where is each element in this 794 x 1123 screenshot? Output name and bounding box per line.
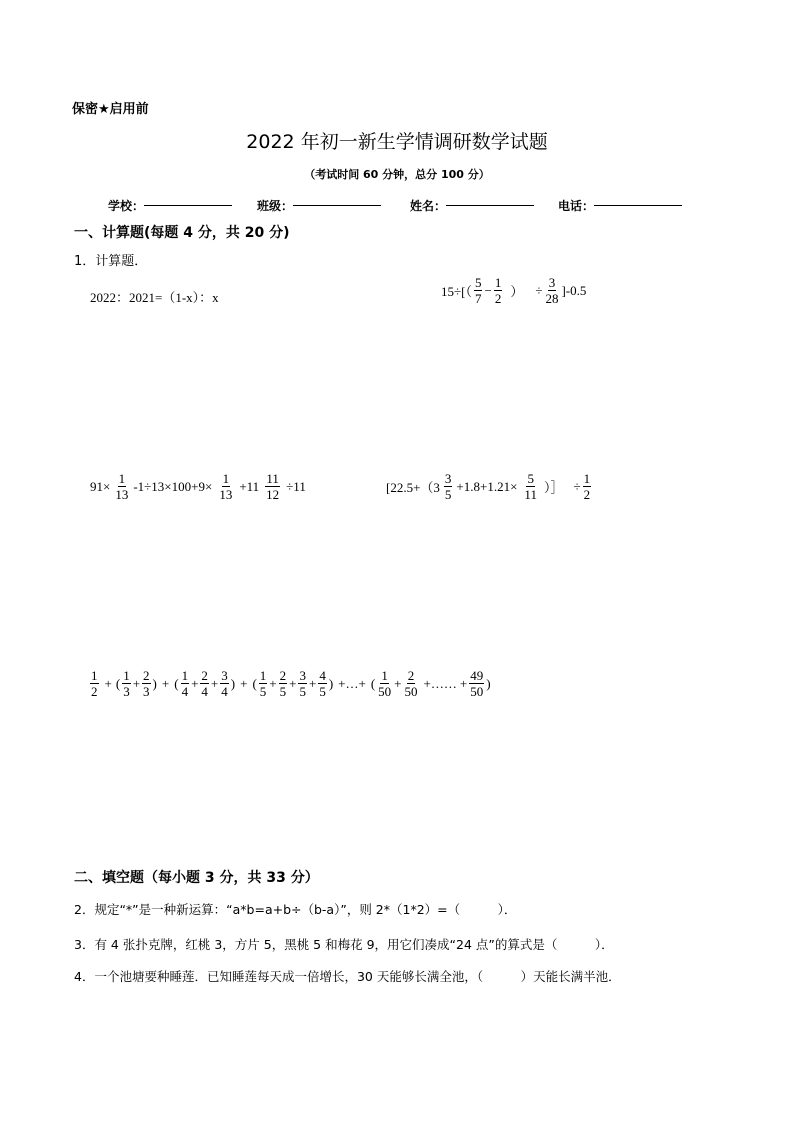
fraction: $\frac{4}{5}$ — [319, 668, 326, 699]
expression-4 — [386, 472, 593, 501]
fraction: $\frac{2}{50}$ — [404, 668, 418, 699]
paren: ) — [152, 675, 157, 691]
expression-5 — [88, 669, 491, 698]
plus-sign: + — [308, 675, 317, 691]
fraction: $\frac{1}{2}$ — [91, 668, 98, 699]
phone-blank[interactable] — [594, 205, 682, 206]
fraction: $\frac{2}{3}$ — [143, 668, 150, 699]
plus-sign: + — [132, 675, 141, 691]
paren: ) — [328, 675, 334, 691]
question-4: 4．一个池塘要种睡莲．已知睡莲每天成一倍增长，30 天能够长满全池，（ ）天能长满半池． — [74, 969, 621, 984]
paren: ( — [370, 675, 376, 691]
fraction: $\frac{5}{11}$ — [524, 471, 537, 502]
expr-text: -1÷13×100+9× — [133, 478, 213, 494]
question-2: 2．规定“*”是一种新运算：“a*b=a+b÷（b-a）”，则 2*（1*2）=（ ）． — [74, 902, 517, 917]
fraction: $\frac{11}{12}$ — [266, 471, 280, 502]
school-blank[interactable] — [144, 205, 232, 206]
fraction: $\frac{1}{5}$ — [259, 668, 267, 699]
expr-text: ÷ — [573, 478, 581, 494]
fraction: $\frac{3}{28}$ — [545, 275, 559, 306]
name-label: 姓名： — [410, 199, 447, 213]
school-label: 学校： — [108, 199, 145, 213]
plus-sign: + — [104, 675, 112, 691]
fraction: $\frac{3}{5}$ — [444, 471, 452, 502]
paren: ( — [252, 675, 257, 691]
expr-text: ÷ — [535, 282, 543, 298]
question-3: 3．有 4 张扑克牌，红桃 3，方片 5，黑桃 5 和梅花 9，用它们凑成“24 点”的算式是（ ）． — [74, 937, 614, 952]
confidential-label: 保密★启用前 — [72, 102, 149, 117]
paren: ( — [115, 675, 121, 691]
name-field — [410, 197, 534, 214]
section2-heading: 二、填空题（每小题 3 分，共 33 分） — [74, 870, 319, 886]
expr-text: − — [484, 282, 492, 298]
question-1-label: 1．计算题． — [74, 254, 148, 269]
paren: ) — [230, 675, 236, 691]
plus-sign: + — [289, 675, 297, 691]
fraction: $\frac{1}{3}$ — [123, 668, 130, 699]
section1-heading: 一、计算题(每题 4 分，共 20 分) — [74, 225, 290, 241]
expr-text: ÷11 — [286, 478, 306, 494]
fraction: $\frac{2}{4}$ — [201, 668, 208, 699]
fraction: $\frac{3}{4}$ — [221, 668, 228, 699]
plus-sign: + — [191, 675, 199, 691]
class-label: 班级： — [257, 199, 294, 213]
plus-sign: + — [459, 675, 468, 691]
ellipsis: +…+ — [338, 675, 366, 691]
expr-text: ）］ — [543, 480, 564, 495]
expression-1: 2022：2021=（1-x）：x — [90, 290, 219, 305]
expr-text: +11 — [239, 478, 260, 494]
page-title: 2022 年初一新生学情调研数学试题 — [246, 131, 548, 153]
fraction: $\frac{1}{4}$ — [181, 668, 189, 699]
name-blank[interactable] — [446, 205, 534, 206]
class-field — [257, 197, 381, 214]
plus-sign: + — [210, 675, 219, 691]
phone-field — [558, 197, 682, 214]
expression-2 — [441, 276, 586, 305]
plus-sign: + — [161, 675, 170, 691]
expr-text: 15÷[（ — [441, 284, 472, 299]
plus-sign: + — [394, 675, 402, 691]
fraction: $\frac{1}{2}$ — [583, 471, 591, 502]
plus-sign: + — [240, 675, 248, 691]
phone-label: 电话： — [558, 199, 595, 213]
expression-3 — [90, 472, 306, 501]
fraction: $\frac{5}{7}$ — [474, 275, 482, 306]
school-field — [108, 197, 232, 214]
plus-sign: + — [269, 675, 277, 691]
ellipsis: +…… — [423, 675, 457, 691]
expr-text: +1.8+1.21× — [456, 478, 518, 494]
fraction: $\frac{1}{13}$ — [219, 471, 233, 502]
paren: ( — [174, 675, 179, 691]
fraction: $\frac{2}{5}$ — [279, 668, 287, 699]
fraction: $\frac{3}{5}$ — [299, 668, 306, 699]
page-subtitle: （考试时间 60 分钟，总分 100 分） — [304, 168, 490, 181]
class-blank[interactable] — [293, 205, 381, 206]
expr-text: ]-0.5 — [561, 282, 587, 298]
expr-text: [22.5+（3 — [386, 480, 440, 495]
fraction: $\frac{49}{50}$ — [470, 668, 484, 699]
expr-text: ） — [510, 284, 524, 299]
expr-text: 91× — [90, 478, 111, 494]
fraction: $\frac{1}{50}$ — [378, 668, 392, 699]
paren: ) — [486, 675, 491, 691]
fraction: $\frac{1}{13}$ — [115, 471, 129, 502]
fraction: $\frac{1}{2}$ — [494, 275, 502, 306]
